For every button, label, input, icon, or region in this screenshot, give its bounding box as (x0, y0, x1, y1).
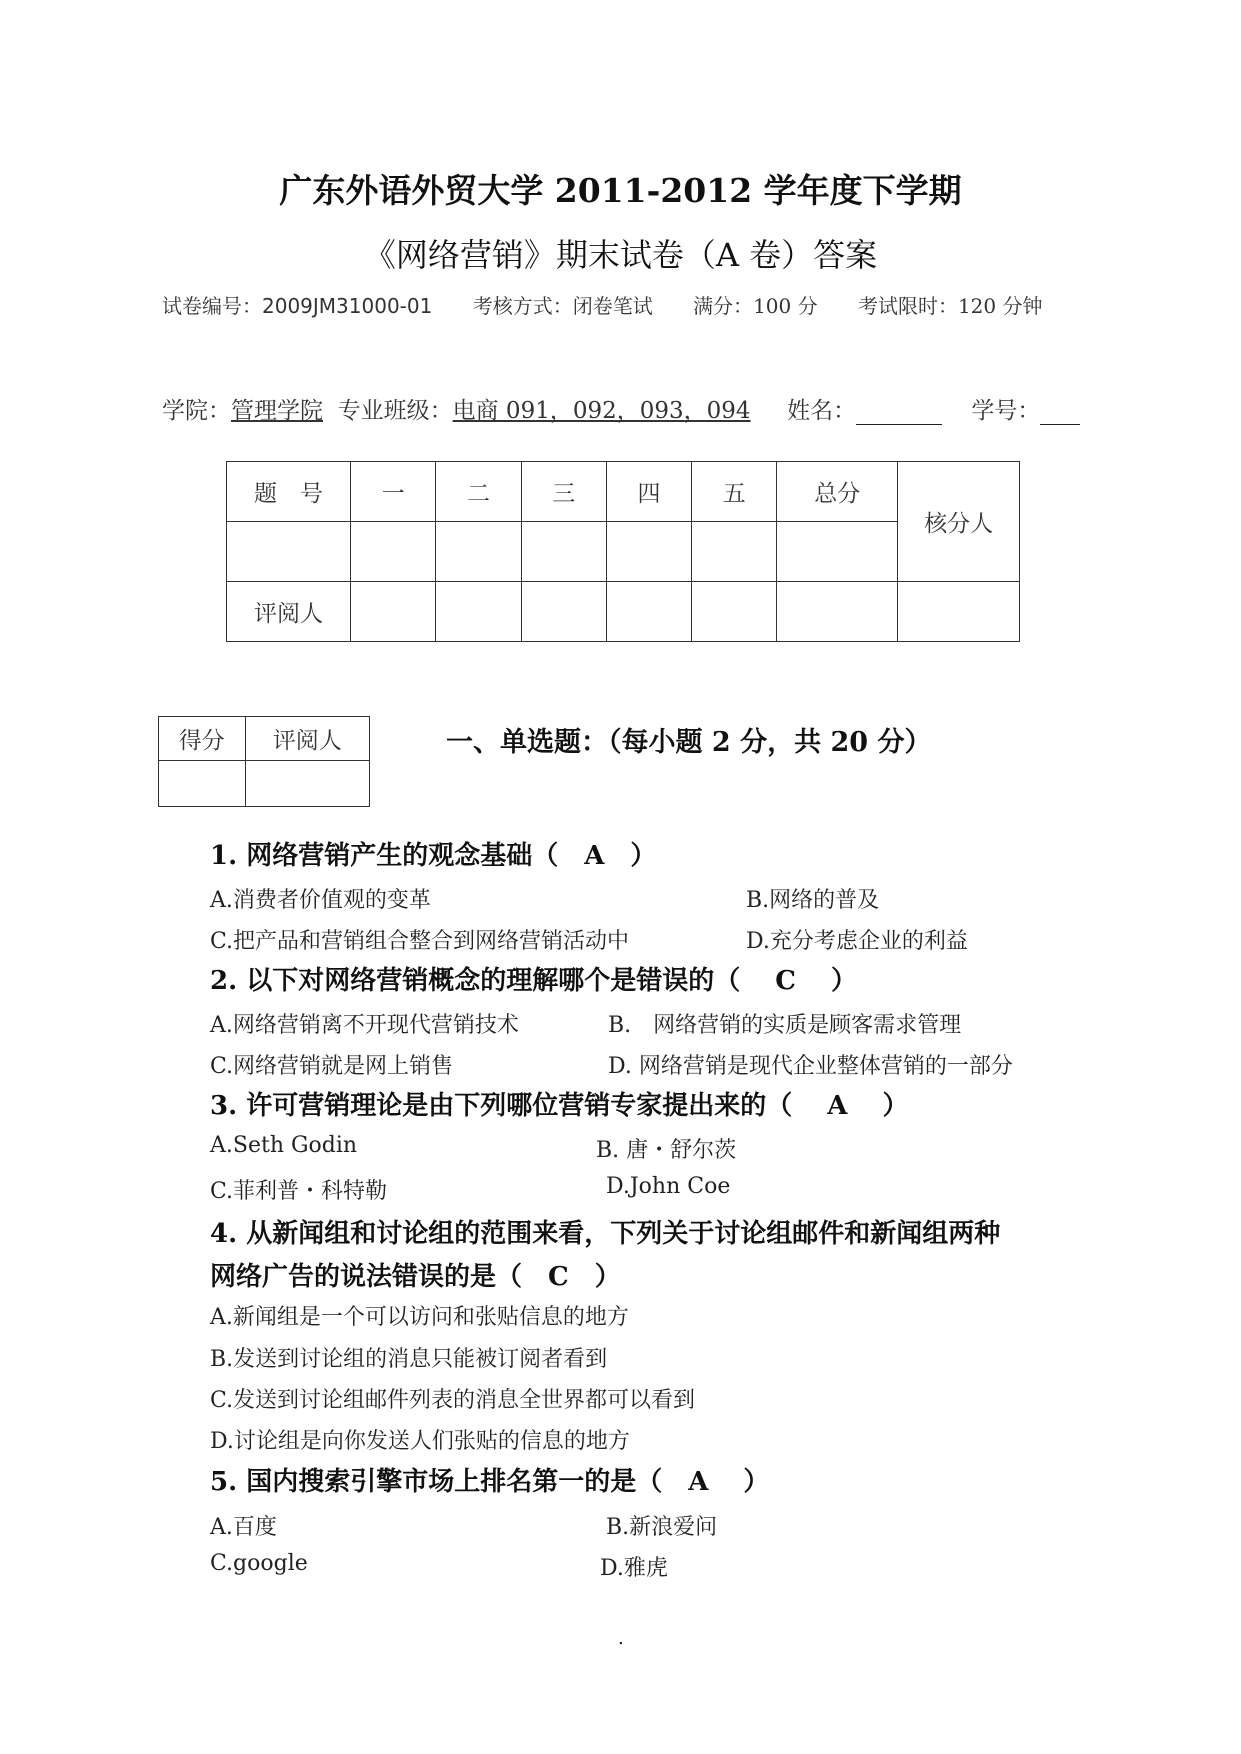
q2-option-b: B. 网络营销的实质是顾客需求管理 (608, 1013, 962, 1038)
score-cell[interactable] (521, 522, 606, 582)
name-blank[interactable] (856, 404, 942, 425)
student-info (162, 392, 1080, 425)
q1-option-c: C.把产品和营销组合整合到网络营销活动中 (210, 929, 630, 954)
col-4: 四 (606, 462, 691, 522)
reviewer-cell[interactable] (436, 582, 521, 642)
question-4-line-2: 网络广告的说法错误的是（ C ） (210, 1262, 621, 1292)
paper-no-label: 试卷编号： (162, 294, 262, 318)
q5-option-c: C.google (210, 1551, 308, 1576)
reviewer-cell[interactable] (351, 582, 436, 642)
question-5: 5. 国内搜索引擎市场上排名第一的是（ A ） (210, 1467, 770, 1497)
reviewer-cell[interactable] (777, 582, 898, 642)
q1-option-a: A.消费者价值观的变革 (210, 888, 431, 913)
col-2: 二 (436, 462, 521, 522)
time-limit: 120 分钟 (957, 294, 1043, 318)
q1-option-d: D.充分考虑企业的利益 (746, 929, 968, 954)
q2-option-d: D. 网络营销是现代企业整体营销的一部分 (608, 1054, 1013, 1079)
q4-option-d: D.讨论组是向你发送人们张贴的信息的地方 (210, 1429, 630, 1454)
exam-subtitle: 《网络营销》期末试卷（A 卷）答案 (363, 236, 878, 274)
score-cell[interactable] (351, 522, 436, 582)
checker-header: 核分人 (898, 462, 1020, 582)
q3-option-b: B. 唐・舒尔茨 (596, 1138, 737, 1163)
q2-option-c: C.网络营销就是网上销售 (210, 1054, 454, 1079)
class-label: 专业班级： (337, 398, 453, 424)
q4-option-b: B.发送到讨论组的消息只能被订阅者看到 (210, 1347, 608, 1372)
score-cell[interactable] (227, 522, 351, 582)
exam-meta (162, 290, 1076, 319)
reviewer-input-cell[interactable] (245, 761, 369, 807)
score-cell[interactable] (606, 522, 691, 582)
q3-option-a: A.Seth Godin (210, 1133, 358, 1158)
reviewer-label: 评阅人 (245, 717, 369, 761)
question-number-header: 题 号 (227, 462, 351, 522)
class-value: 电商 091，092，093，094 (452, 398, 751, 424)
score-input-cell[interactable] (159, 761, 246, 807)
grader-box (158, 716, 370, 807)
q3-option-c: C.菲利普・科特勒 (210, 1179, 388, 1204)
q4-option-c: C.发送到讨论组邮件列表的消息全世界都可以看到 (210, 1388, 696, 1413)
id-blank[interactable] (1040, 404, 1080, 425)
q5-option-a: A.百度 (210, 1515, 277, 1540)
reviewer-cell[interactable] (521, 582, 606, 642)
q2-option-a: A.网络营销离不开现代营销技术 (210, 1013, 519, 1038)
q5-option-b: B.新浪爱问 (606, 1515, 718, 1540)
score-label: 得分 (159, 717, 246, 761)
col-5: 五 (692, 462, 777, 522)
full-score-label: 满分： (693, 294, 754, 318)
exam-method: 闭卷笔试 (572, 294, 653, 318)
question-1: 1. 网络营销产生的观念基础（ A ） (210, 841, 657, 871)
question-2: 2. 以下对网络营销概念的理解哪个是错误的（ C ） (210, 966, 857, 996)
score-table (226, 461, 1020, 642)
q3-option-d: D.John Coe (606, 1174, 731, 1199)
total-header: 总分 (777, 462, 898, 522)
college-label: 学院： (162, 398, 231, 424)
reviewer-cell[interactable] (898, 582, 1020, 642)
reviewer-cell[interactable] (692, 582, 777, 642)
question-4-line-1: 4. 从新闻组和讨论组的范围来看，下列关于讨论组邮件和新闻组两种 (210, 1219, 1001, 1249)
reviewer-header: 评阅人 (227, 582, 351, 642)
score-cell[interactable] (692, 522, 777, 582)
question-3: 3. 许可营销理论是由下列哪位营销专家提出来的（ A ） (210, 1091, 909, 1121)
footer-dot: . (618, 1628, 624, 1649)
col-3: 三 (521, 462, 606, 522)
paper-no: 2009JM31000-01 (262, 294, 433, 318)
q4-option-a: A.新闻组是一个可以访问和张贴信息的地方 (210, 1305, 629, 1330)
col-1: 一 (351, 462, 436, 522)
full-score: 100 分 (753, 294, 818, 318)
id-label: 学号： (971, 398, 1041, 424)
exam-title: 广东外语外贸大学 2011-2012 学年度下学期 (279, 171, 962, 210)
college-value: 管理学院 (231, 398, 323, 424)
score-cell[interactable] (777, 522, 898, 582)
reviewer-cell[interactable] (606, 582, 691, 642)
score-cell[interactable] (436, 522, 521, 582)
q5-option-d: D.雅虎 (600, 1556, 668, 1581)
method-label: 考核方式： (472, 294, 573, 318)
q1-option-b: B.网络的普及 (746, 888, 880, 913)
section-title: 一、单选题：（每小题 2 分，共 20 分） (446, 727, 932, 758)
name-label: 姓名： (787, 398, 857, 424)
time-limit-label: 考试限时： (857, 294, 958, 318)
